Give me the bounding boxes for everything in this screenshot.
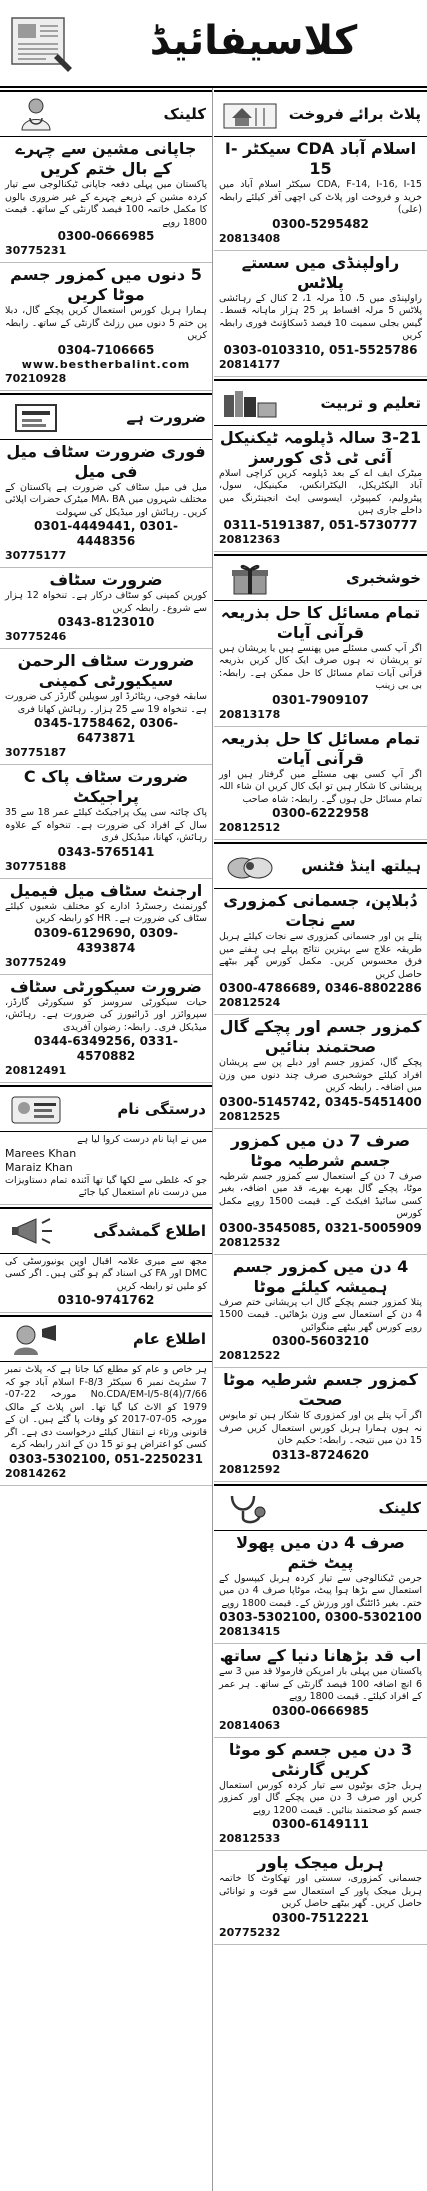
ad-body: صرف 7 دن کے استعمال سے کمزور جسم شرطیہ موٹا، پچکے گال بھرے بھرے، قد میں اضافہ، بغیر کسی سائیڈ افیکٹ کے۔ قیمت 1500 روپے مکمل کورس: [219, 1170, 422, 1219]
contact-phone: 0313-8724620: [272, 1447, 369, 1462]
ad-reference-number: 20812525: [219, 1109, 281, 1123]
contact-phone: 0300-3545085, 0321-5005909: [219, 1220, 422, 1235]
ad-title: ضرورت سٹاف: [49, 570, 163, 589]
ad-body: میٹرک ایف اے کے بعد ڈپلومہ کریں کراچی اسلام آباد الیکٹریکل، الیکٹرانکس، مکینیکل، سول، پیٹرولیم، کمپیوٹر، ایسوسی ایٹ انجینئرنگ میں داخلے جاری ہیں: [219, 467, 422, 516]
ad-title: 4 دن میں کمزور جسم ہمیشہ کیلئے موٹا: [232, 1256, 409, 1296]
section-title: تعلیم و تربیت: [320, 393, 421, 412]
page-title: کلاسیفائیڈ: [149, 18, 358, 64]
section-header: [214, 554, 427, 601]
classified-ad: [214, 1129, 427, 1255]
contact-phone: 0345-1758462, 0306-6473871: [34, 716, 178, 745]
classified-ad: [214, 601, 427, 727]
classified-ad: [214, 137, 427, 251]
contact-phone: 0311-5191387, 051-5730777: [223, 517, 418, 532]
classified-ad: [0, 440, 212, 569]
ad-body: اگر آپ پتلے پن اور کمزوری کا شکار ہیں تو مایوس نہ ہوں ہمارا ہربل کورس استعمال کریں صرف 15 دن میں نتیجہ۔ رابطہ: حکیم خان: [219, 1410, 422, 1446]
contact-phone: 0300-5295482: [272, 216, 369, 231]
gift-icon: [220, 560, 280, 596]
section-header: [0, 1315, 212, 1362]
ad-reference-number: 20812522: [219, 1349, 281, 1362]
speaking-person-icon: [6, 1321, 66, 1357]
ad-body: راولپنڈی میں 5، 10 مرلہ 1، 2 کنال کے رہائشی پلاٹس 5 مرلہ اقساط پر 25 ہزار ماہانہ قسط۔ گیس بجلی سمیت 10 فیصد ڈسکاؤنٹ فوری رابطہ کریں: [219, 292, 422, 341]
website-link[interactable]: www.bestherbalint.com: [21, 357, 191, 371]
books-icon: [220, 385, 280, 421]
ad-reference-number: 30775177: [5, 549, 67, 562]
classified-ad: [0, 879, 212, 975]
ad-title: جاپانی مشین سے چہرے کے بال ختم کریں: [15, 139, 197, 178]
section-title: پلاٹ برائے فروخت: [288, 105, 421, 123]
contact-phone: 0300-7512221: [272, 1910, 369, 1925]
ad-title: ضرورت سیکورٹی سٹاف: [10, 976, 202, 996]
section-title: کلینک: [163, 105, 206, 123]
hiring-icon: [6, 399, 66, 435]
ad-reference-number: 20812533: [219, 1832, 281, 1845]
section-header: [214, 90, 427, 137]
left-column: [0, 88, 213, 2191]
ad-title: تمام مسائل کا حل بذریعہ قرآنی آیات: [220, 602, 421, 642]
classified-ad: [214, 727, 427, 841]
classified-ad: [214, 1738, 427, 1852]
contact-phone: 0304-7106665: [57, 342, 155, 357]
contact-phone: 0301-7909107: [272, 692, 369, 707]
contact-phone: 0303-5302100, 0300-5302100: [219, 1610, 422, 1624]
classified-ad: [0, 263, 212, 391]
ad-title: اب قد بڑھانا دنیا کے ساتھ: [219, 1646, 422, 1665]
ad-title: راولپنڈی میں سستے پلاٹس: [241, 252, 400, 292]
right-column: [214, 88, 427, 2191]
ad-title: ضرورت سٹاف الرحمن سیکیورٹی کمپنی: [17, 651, 195, 690]
classified-ad: [214, 1851, 427, 1945]
section-header: [0, 1085, 212, 1132]
contact-phone: 0303-5302100, 051-2250231: [8, 1451, 204, 1466]
section-title: ضرورت ہے: [126, 407, 206, 426]
classified-ad: [214, 1644, 427, 1738]
masthead: [0, 0, 427, 88]
ad-body: پتلا کمزور جسم پچکے گال اب پریشانی ختم صرف 4 دن کے استعمال سے وزن بڑھائیں۔ قیمت 1500 روپے کورس گھر بیٹھے منگوائیں: [219, 1296, 422, 1333]
ad-reference-number: 20813408: [219, 231, 281, 245]
ad-title: ہربل میجک پاور: [257, 1853, 384, 1872]
ad-title: تمام مسائل کا حل بذریعہ قرآنی آیات: [220, 728, 421, 768]
ad-body: CDA, F-14, I-16, I-15 سیکٹر اسلام آباد میں خرید و فروخت اور پلاٹ کی اچھی آفر کیلئے رابطہ (علی): [219, 179, 422, 215]
classified-ad: [214, 889, 427, 1015]
contact-phone: 0343-5765141: [57, 844, 155, 859]
ad-reference-number: 20813415: [219, 1625, 281, 1638]
classified-ad: [0, 1254, 212, 1314]
ad-reference-number: 20814177: [219, 357, 281, 371]
classified-ad: [214, 1531, 427, 1645]
section-title: اطلاع گمشدگی: [93, 1221, 206, 1240]
ad-reference-number: 20812532: [219, 1235, 281, 1249]
ad-reference-number: 30775249: [5, 955, 67, 969]
ad-title: دُبلاپن، جسمانی کمزوری سے نجات: [223, 891, 418, 930]
ad-body: جو کہ غلطی سے لکھا گیا تھا آئندہ تمام دستاویزات میں درست نام استعمال کیا جائے: [5, 1174, 207, 1198]
ad-body: جسمانی کمزوری، سستی اور تھکاوٹ کا خاتمہ ہربل میجک پاور کے استعمال سے قوت و توانائی حاصل کریں۔ گھر بیٹھے حاصل کریں: [219, 1873, 422, 1909]
section-title: کلینک: [378, 1498, 421, 1517]
section-header: [214, 379, 427, 426]
classified-ad: [0, 765, 212, 879]
contact-phone: 0303-0103310, 051-5525786: [223, 342, 418, 357]
contact-phone: 0300-5603210: [272, 1334, 369, 1348]
ad-body: پاک چائنہ سی پیک پراجیکٹ کیلئے عمر 18 سے 35 سال کے افراد کی ضرورت ہے۔ تنخواہ کے علاوہ رہائش، کھانا، میڈیکل فری: [5, 807, 207, 843]
contact-phone: 0300-4786689, 0346-8802286: [219, 981, 422, 995]
ad-reference-number: 20812524: [219, 996, 281, 1009]
classified-ad: [0, 137, 212, 263]
contact-phone: 0300-0666985: [57, 229, 155, 243]
ad-title: کمزور جسم شرطیہ موٹا صحت: [223, 1370, 418, 1409]
classified-ad: [0, 649, 212, 765]
ad-reference-number: 30775246: [5, 630, 67, 643]
contact-phone: 0300-5145742, 0345-5451400: [219, 1094, 422, 1109]
contact-phone: 0310-9741762: [57, 1293, 155, 1307]
ad-body: پاکستان میں پہلی بار امریکن فارمولا قد میں 3 سے 6 انچ اضافہ 100 فیصد گارنٹی کے ساتھ۔ ہر عمر کے افراد کیلئے۔ قیمت 1800 روپے: [219, 1666, 422, 1702]
section-title: ہیلتھ اینڈ فٹنس: [301, 857, 421, 875]
megaphone-icon: [6, 1213, 66, 1249]
ad-body: جرمن ٹیکنالوجی سے تیار کردہ ہربل کیپسول کے استعمال سے بڑھا ہوا پیٹ، موٹاپا صرف 4 دن میں ختم۔ بغیر ڈائٹنگ اور ورزش کے۔ قیمت 1800 روپے: [219, 1572, 422, 1609]
id-card-icon: [6, 1091, 66, 1127]
section-title: خوشخبری: [346, 568, 421, 587]
ad-reference-number: 20812592: [219, 1462, 281, 1476]
ad-reference-number: 20812512: [219, 821, 281, 834]
ad-reference-number: 20812363: [219, 532, 281, 546]
ad-reference-number: 20814063: [219, 1718, 281, 1732]
classified-ad: [214, 1015, 427, 1129]
ad-body: پچکے گال، کمزور جسم اور دبلے پن سے پریشان افراد کیلئے خوشخبری صرف چند دنوں میں وزن میں اضافہ۔ رابطہ کریں: [219, 1057, 422, 1093]
ad-body: پاکستان میں پہلی دفعہ جاپانی ٹیکنالوجی سے تیار کردہ مشین کے ذریعے چہرے کے غیر ضروری بالوں کا مکمل خاتمہ 100 فیصد گارنٹی کے ساتھ۔ قیمت 1800 روپے: [5, 179, 207, 228]
classified-ad: [0, 1362, 212, 1486]
ad-body: مجھ سے میری علامہ اقبال اوپن یونیورسٹی کی DMC اور FA کی اسناد گم ہو گئی ہیں۔ اگر کسی کو ملیں تو رابطہ کریں: [5, 1255, 207, 1292]
ad-title: کمزور جسم اور پچکے گال صحتمند بنائیں: [219, 1017, 422, 1056]
contact-phone: 0309-6129690, 0309-4393874: [34, 925, 178, 955]
newspaper-icon: [6, 8, 76, 74]
section-header: [214, 842, 427, 889]
ad-reference-number: 20775232: [219, 1925, 281, 1939]
ad-body: پتلے پن اور جسمانی کمزوری سے نجات کیلئے ہربل طریقہ علاج سے بہترین نتائج پہلے ہی ہفتے میں فرق محسوس کریں۔ مکمل کورس گھر بیٹھے حاصل کریں: [219, 931, 422, 980]
classified-ad: [0, 1132, 212, 1205]
section-title: درستگی نام: [117, 1100, 206, 1118]
ad-body: میل فی میل سٹاف کی ضرورت ہے پاکستان کے مختلف شہروں میں MA، BA میٹرک حضرات اپلائی کریں۔ رہائش اور میڈیکل کی سہولت: [5, 481, 207, 518]
classified-ad: [214, 426, 427, 552]
ad-reference-number: 30775188: [5, 859, 67, 873]
section-title: اطلاع عام: [132, 1330, 206, 1348]
ad-title: 3-21 سالہ ڈپلومہ ٹیکنیکل آئی ٹی ڈی کورسز: [219, 427, 422, 467]
section-header: [0, 393, 212, 440]
contact-phone: 0344-6349256, 0331-4570882: [34, 1034, 178, 1063]
ad-body: اگر آپ کسی بھی مسئلے میں گرفتار ہیں اور پریشانی کا شکار ہیں تو ایک کال کریں ان شاء اللہ تمام مسائل حل ہوں گے۔ رابطہ: شاہ صاحب: [219, 768, 422, 805]
contact-phone: 0300-6222958: [272, 806, 369, 820]
new-name: Maraiz Khan: [5, 1160, 73, 1174]
ad-reference-number: 30775231: [5, 244, 67, 257]
ad-title: ضرورت سٹاف پاک C پراجیکٹ: [23, 767, 189, 806]
ad-title: ارجنٹ سٹاف میل فیمیل: [9, 880, 203, 900]
contact-phone: 0300-0666985: [272, 1703, 369, 1718]
ad-body: کورین کمپنی کو سٹاف درکار ہے۔ تنخواہ 12 ہزار سے شروع۔ رابطہ کریں: [5, 590, 207, 614]
classified-ad: [0, 975, 212, 1084]
classified-ad: [214, 251, 427, 377]
ad-body: گورنمنٹ رجسٹرڈ ادارے کو مختلف شعبوں کیلئے سٹاف کی ضرورت ہے۔ HR کو رابطہ کریں: [5, 900, 207, 924]
section-header: [214, 1484, 427, 1531]
ad-reference-number: 20813178: [219, 707, 281, 721]
ad-reference-number: 30775187: [5, 746, 67, 759]
ad-body: ہمارا ہربل کورس استعمال کریں پچکے گال، دبلا پن ختم 5 دنوں میں رزلٹ گارنٹی کے ساتھ۔ رابطہ کریں: [5, 305, 207, 341]
ad-body: ہر خاص و عام کو مطلع کیا جاتا ہے کہ پلاٹ نمبر 7 سٹریٹ نمبر 6 سیکٹر F-8/3 اسلام آباد جو کہ No.CDA/EM-I/5-8(4)/7/66 مورخہ 22-07-1979 کو الاٹ کیا گیا تھا۔ اس پلاٹ کے مالک مورخہ 05-07-2017 کو وفات پا گئے ہیں۔ ان کے قانونی ورثاء نے انتقال کیلئے درخواست دی ہے۔ اگر کسی کو اعتراض ہو تو 15 دن کے اندر رابطہ کرے: [5, 1364, 207, 1450]
ad-title: صرف 7 دن میں کمزور جسم شرطیہ موٹا: [230, 1130, 411, 1170]
classified-ad: [214, 1368, 427, 1482]
contact-phone: 0301-4449441, 0301-4448356: [34, 519, 178, 548]
stethoscope-icon: [220, 1490, 280, 1526]
classified-ad: [214, 1255, 427, 1369]
ad-title: 3 دن میں جسم کو موٹا کریں گارنٹی: [228, 1739, 413, 1779]
hands-icon: [220, 848, 280, 884]
ad-reference-number: 70210928: [5, 371, 67, 385]
house-plot-icon: [220, 96, 280, 132]
section-header: [0, 1207, 212, 1254]
ad-body: اگر آپ کسی مسئلے میں پھنسے ہیں یا پریشان ہیں تو پریشان نہ ہوں صرف ایک کال کریں بذریعہ قرآنی آیات تمام مسائل کا حل ممکن ہے۔ رابطہ: بی بی زینب: [219, 642, 422, 691]
ad-body: ہربل جڑی بوٹیوں سے تیار کردہ کورس استعمال کریں اور صرف 3 دن میں پچکے گال اور کمزور جسم کو صحتمند بنائیں۔ قیمت 1200 روپے: [219, 1779, 422, 1816]
ad-reference-number: 20812491: [5, 1064, 67, 1077]
ad-title: 5 دنوں میں کمزور جسم موٹا کریں: [10, 265, 202, 304]
contact-phone: 0300-6149111: [272, 1817, 369, 1831]
ad-title: صرف 4 دن میں پھولا پیٹ ختم: [236, 1532, 405, 1572]
section-header: [0, 90, 212, 137]
ad-title: فوری ضرورت سٹاف میل فی میل: [6, 441, 206, 481]
contact-phone: 0343-8123010: [57, 615, 155, 629]
ad-body: حیات سیکورٹی سروسز کو سیکورٹی گارڈز، سپروائزر اور ڈرائیورز کی ضرورت ہے۔ رہائش، میڈیکل فری۔ رابطہ: رضوان آفریدی: [5, 996, 207, 1033]
doctor-icon: [6, 96, 66, 132]
classified-ad: [0, 568, 212, 649]
ad-body: میں نے اپنا نام درست کروا لیا ہے: [77, 1134, 207, 1145]
ad-title: اسلام آباد CDA سیکٹر I-15: [224, 139, 417, 178]
old-name: Marees Khan: [5, 1146, 77, 1160]
ad-reference-number: 20814262: [5, 1466, 67, 1480]
ad-body: سابقہ فوجی، ریٹائرڈ اور سویلین گارڈز کی ضرورت ہے۔ تنخواہ 19 سے 25 ہزار۔ رہائش کھانا فری: [5, 691, 207, 715]
